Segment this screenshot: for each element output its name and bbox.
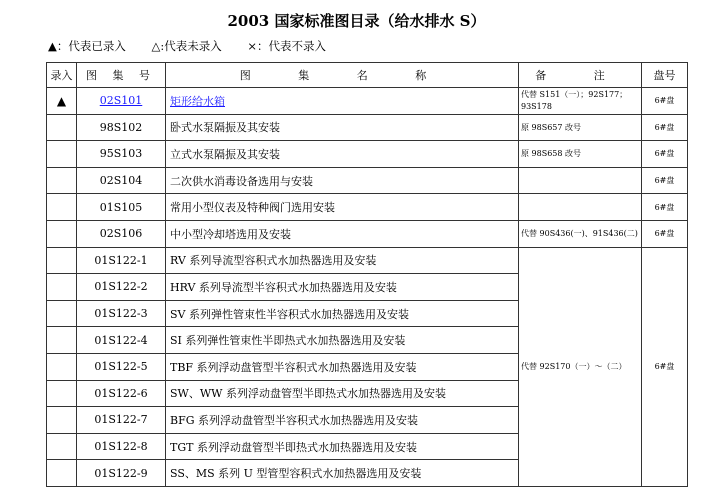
code-cell: 01S122-2 — [77, 274, 166, 301]
disc-cell: 6#盘 — [642, 194, 688, 221]
disc-cell: 6#盘 — [642, 167, 688, 194]
mark-cell — [47, 274, 77, 301]
table-row — [47, 141, 688, 168]
table-row — [47, 247, 688, 274]
header-note: 备 注 — [519, 63, 642, 88]
code-cell: 02S106 — [77, 220, 166, 247]
code-cell: 01S122-9 — [77, 460, 166, 487]
catalog-table — [46, 62, 688, 487]
header-code: 图 集 号 — [77, 63, 166, 88]
disc-cell: 6#盘 — [642, 220, 688, 247]
code-cell: 01S122-7 — [77, 407, 166, 434]
code-cell: 01S122-3 — [77, 300, 166, 327]
disc-cell: 6#盘 — [642, 114, 688, 141]
mark-cell — [47, 327, 77, 354]
table-row — [47, 194, 688, 221]
name-cell: BFG 系列浮动盘管型半容积式水加热器选用及安装 — [166, 407, 519, 434]
legend-not-recorded: ×：代表不录入 — [247, 39, 327, 53]
group-disc-cell: 6#盘 — [642, 247, 688, 486]
name-cell: RV 系列导流型容积式水加热器选用及安装 — [166, 247, 519, 274]
name-cell: HRV 系列导流型半容积式水加热器选用及安装 — [166, 274, 519, 301]
name-cell: SS、MS 系列 U 型管型容积式水加热器选用及安装 — [166, 460, 519, 487]
code-cell: 98S102 — [77, 114, 166, 141]
name-cell: SW、WW 系列浮动盘管型半即热式水加热器选用及安装 — [166, 380, 519, 407]
mark-cell — [47, 460, 77, 487]
disc-cell: 6#盘 — [642, 141, 688, 168]
code-cell[interactable] — [77, 88, 166, 115]
mark-cell — [47, 353, 77, 380]
disc-cell: 6#盘 — [642, 88, 688, 115]
code-cell: 01S122-5 — [77, 353, 166, 380]
mark-cell — [47, 380, 77, 407]
mark-cell — [47, 247, 77, 274]
code-cell: 01S105 — [77, 194, 166, 221]
name-cell[interactable] — [166, 88, 519, 115]
page-title: 2003 国家标准图目录（给水排水 S） — [227, 12, 486, 30]
table-row — [47, 88, 688, 115]
name-cell: 常用小型仪表及特种阀门选用安装 — [166, 194, 519, 221]
note-cell: 原 98S658 改号 — [519, 141, 642, 168]
note-cell: 代替 S151（一）；92S177；93S178 — [519, 88, 642, 115]
table-row — [47, 114, 688, 141]
legend-recorded: ▲：代表已录入 — [48, 39, 126, 53]
code-cell: 95S103 — [77, 141, 166, 168]
table-row — [47, 167, 688, 194]
name-link[interactable]: 矩形给水箱 — [170, 94, 225, 108]
header-disc: 盘号 — [642, 63, 688, 88]
note-cell — [519, 194, 642, 221]
name-cell: 立式水泵隔振及其安装 — [166, 141, 519, 168]
mark-cell — [47, 407, 77, 434]
code-cell: 01S122-1 — [77, 247, 166, 274]
name-cell: SI 系列弹性管束性半即热式水加热器选用及安装 — [166, 327, 519, 354]
code-cell: 01S122-8 — [77, 433, 166, 460]
mark-cell — [47, 194, 77, 221]
note-cell — [519, 167, 642, 194]
name-cell: TBF 系列浮动盘管型半容积式水加热器选用及安装 — [166, 353, 519, 380]
recorded-mark: ▲ — [47, 88, 77, 115]
header-mark: 录入 — [47, 63, 77, 88]
note-cell: 代替 90S436(一)、91S436(二) — [519, 220, 642, 247]
name-cell: TGT 系列浮动盘管型半即热式水加热器选用及安装 — [166, 433, 519, 460]
mark-cell — [47, 433, 77, 460]
name-cell: 二次供水消毒设备选用与安装 — [166, 167, 519, 194]
code-cell: 01S122-6 — [77, 380, 166, 407]
mark-cell — [47, 300, 77, 327]
code-link[interactable]: 02S101 — [99, 94, 143, 108]
mark-cell — [47, 167, 77, 194]
mark-cell — [47, 220, 77, 247]
legend — [48, 38, 348, 54]
legend-unrecorded: △:代表未录入 — [151, 39, 222, 53]
code-cell: 01S122-4 — [77, 327, 166, 354]
table-header-row — [47, 63, 688, 88]
name-cell: 中小型冷却塔选用及安装 — [166, 220, 519, 247]
mark-cell — [47, 114, 77, 141]
name-cell: SV 系列弹性管束性半容积式水加热器选用及安装 — [166, 300, 519, 327]
note-cell: 原 98S657 改号 — [519, 114, 642, 141]
mark-cell — [47, 141, 77, 168]
header-name: 图 集 名 称 — [166, 63, 519, 88]
table-row — [47, 220, 688, 247]
group-note-cell: 代替 92S170（一）～（二） — [519, 247, 642, 486]
name-cell: 卧式水泵隔振及其安装 — [166, 114, 519, 141]
code-cell: 02S104 — [77, 167, 166, 194]
